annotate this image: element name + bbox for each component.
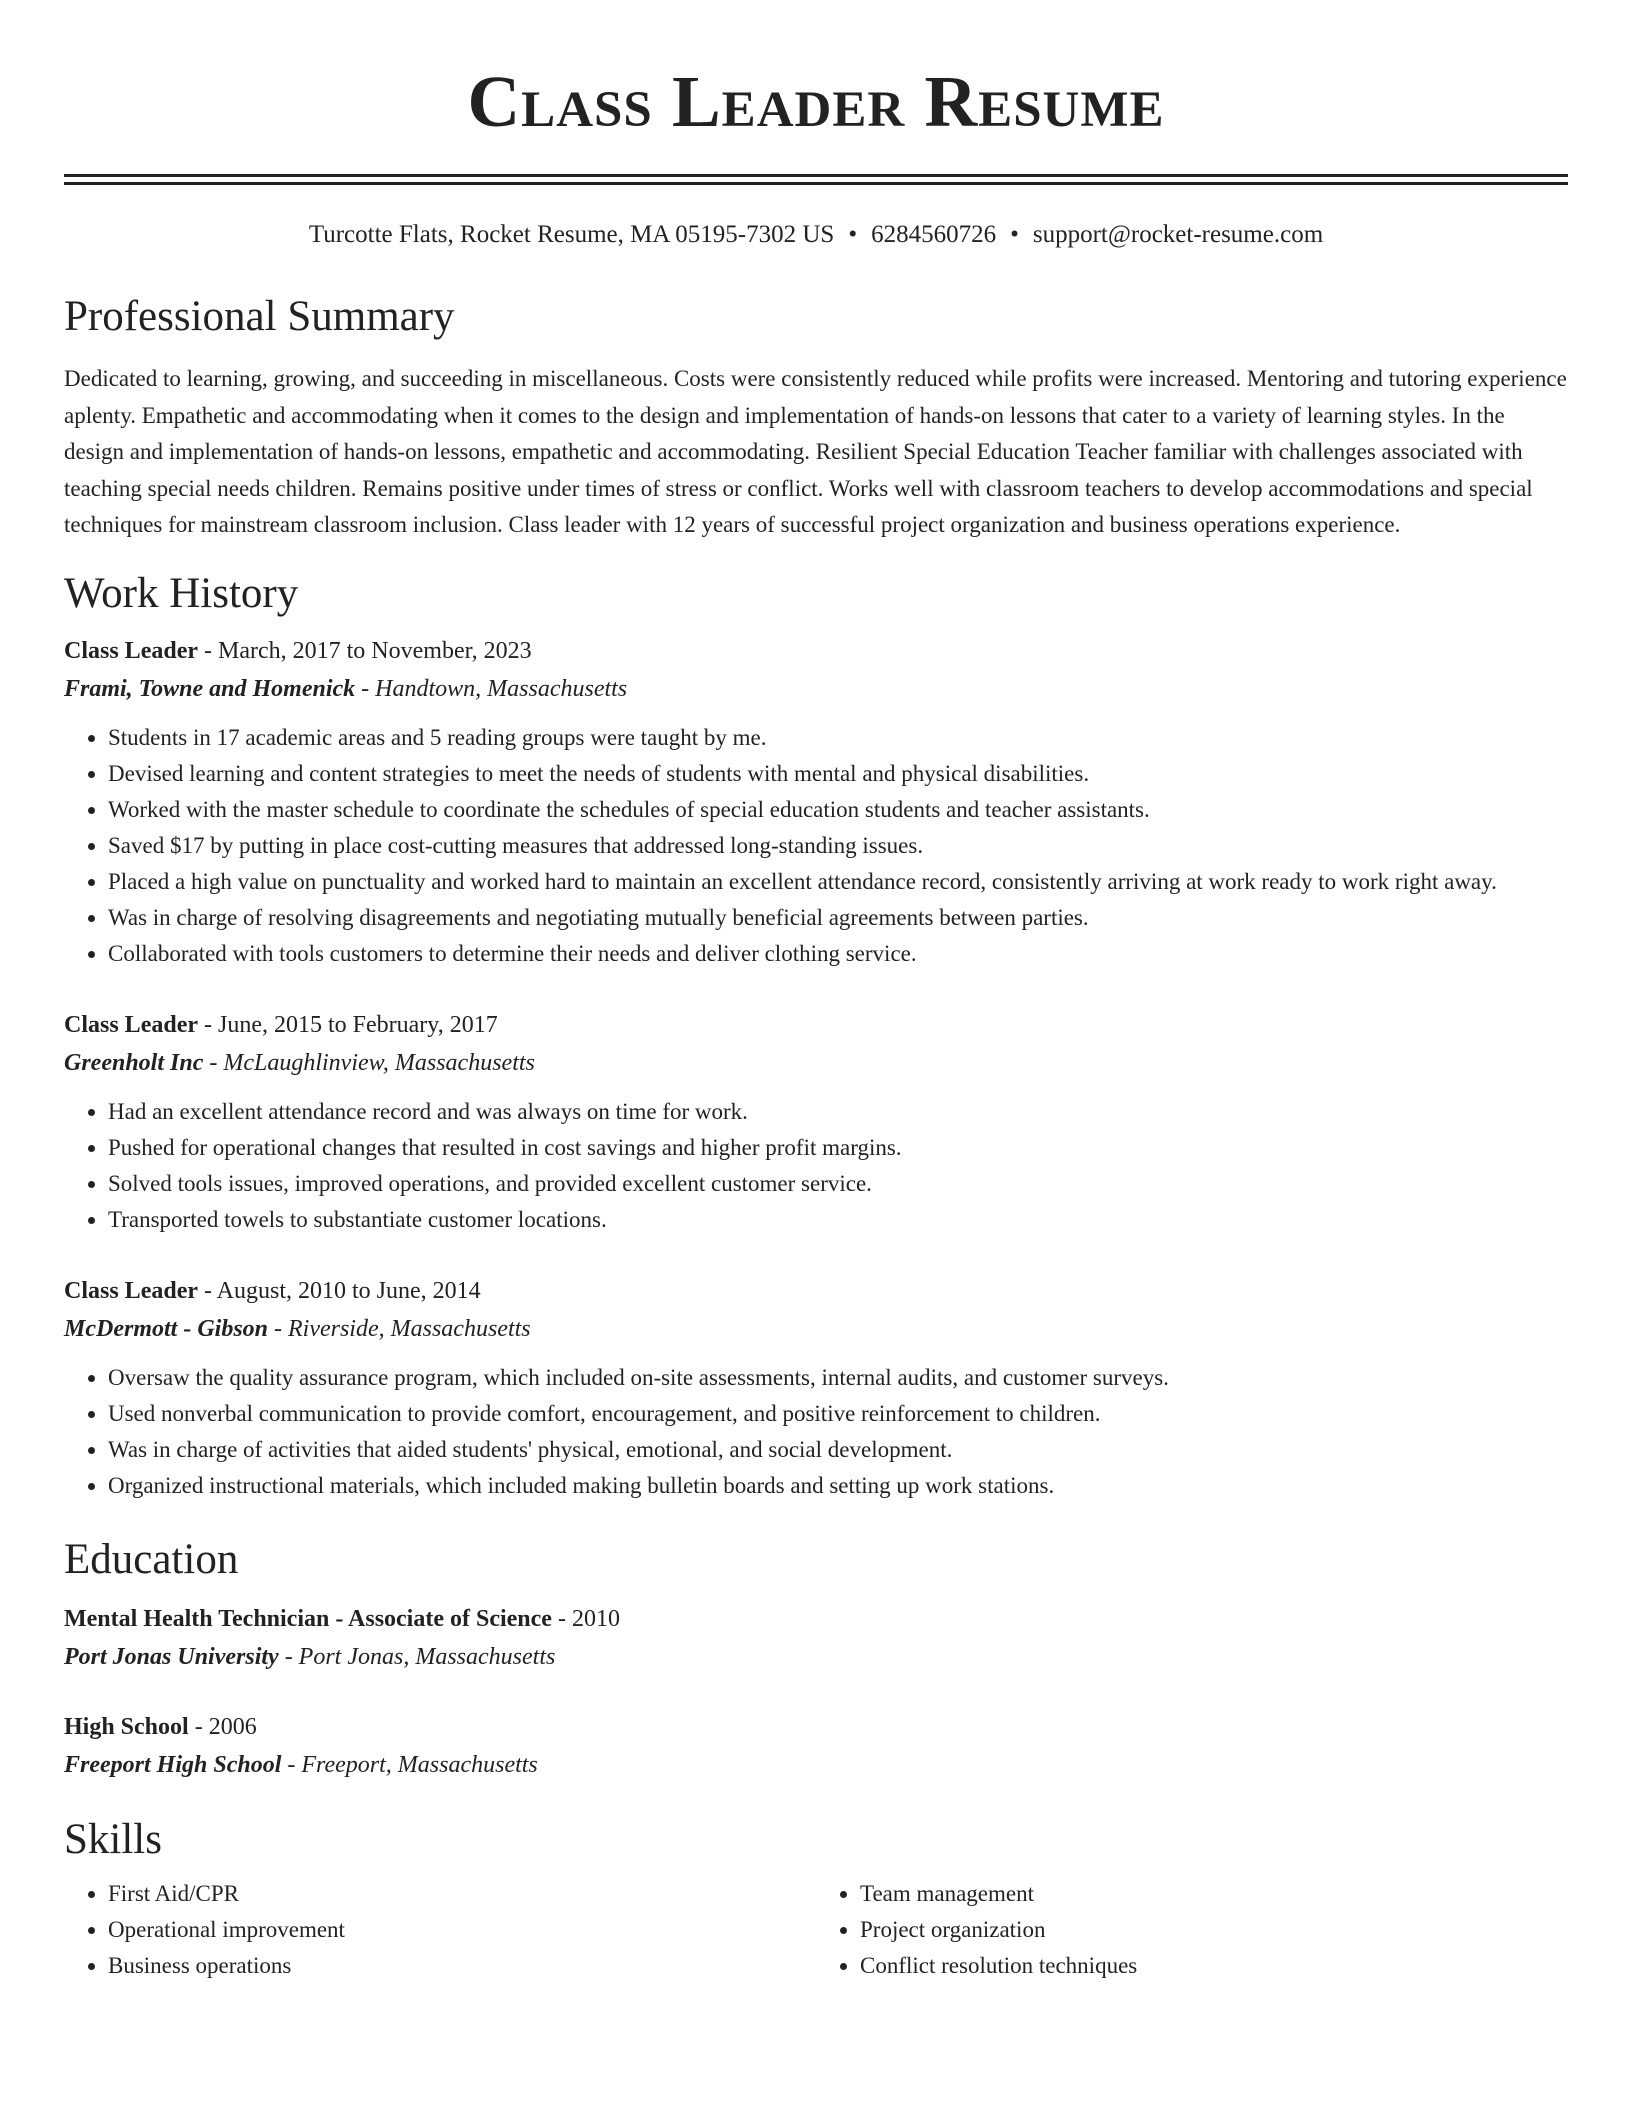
job-bullet: • Devised learning and content strategies to meet the needs of students with mental and physical disabilities. <box>108 756 1568 792</box>
education-entry <box>64 1708 1568 1784</box>
skill-item: • First Aid/CPR <box>108 1876 816 1912</box>
job-bullets <box>64 720 1568 972</box>
job-dates: - August, 2010 to June, 2014 <box>198 1277 481 1304</box>
job-header <box>64 632 1568 670</box>
job-location: - Riverside, Massachusetts <box>268 1315 531 1342</box>
skill-item: • Business operations <box>108 1948 816 1984</box>
job-location: - McLaughlinview, Massachusetts <box>203 1049 535 1076</box>
skills-columns <box>64 1876 1568 1984</box>
education-school-line <box>64 1746 1568 1784</box>
job-bullet: • Organized instructional materials, which included making bulletin boards and setting up work stations. <box>108 1468 1568 1504</box>
summary-text: Dedicated to learning, growing, and succeeding in miscellaneous. Costs were consistently reduced while profits were increased. Mentoring and tutoring experience aplenty. Empathetic and accommodating when it comes to the design and implementation of hands-on lessons that cater to a variety of learning styles. In the design and implementation of hands-on lessons, empathetic and accommodating. Resilient Special Education Teacher familiar with challenges associated with teaching special needs children. Remains positive under times of stress or conflict. Works well with classroom teachers to develop accommodations and special techniques for mainstream classroom inclusion. Class leader with 12 years of successful project organization and business operations experience. <box>64 366 1567 537</box>
job-bullets <box>64 1360 1568 1504</box>
job-company: Greenholt Inc <box>64 1049 204 1076</box>
job-bullet: • Oversaw the quality assurance program, which included on-site assessments, internal audits, and customer surveys. <box>108 1360 1568 1396</box>
job-role: Class Leader <box>64 1011 198 1038</box>
job-bullet: • Collaborated with tools customers to determine their needs and deliver clothing service. <box>108 936 1568 972</box>
job-company-line <box>64 670 1568 708</box>
education-header <box>64 1600 1568 1638</box>
skill-item: • Project organization <box>860 1912 1568 1948</box>
job-role: Class Leader <box>64 637 198 664</box>
contact-email: support@rocket-resume.com <box>1032 221 1324 248</box>
education-degree: Mental Health Technician - Associate of Science <box>64 1605 552 1632</box>
education-location: - Port Jonas, Massachusetts <box>278 1643 556 1670</box>
job-role: Class Leader <box>64 1277 198 1304</box>
job-bullet: • Was in charge of activities that aided students' physical, emotional, and social development. <box>108 1432 1568 1468</box>
skills-right-list <box>816 1876 1568 1984</box>
skill-item: • Operational improvement <box>108 1912 816 1948</box>
job-company: Frami, Towne and Homenick <box>64 675 356 702</box>
skills-left-list <box>64 1876 816 1984</box>
education-year: - 2010 <box>551 1605 620 1632</box>
job-bullet: • Pushed for operational changes that resulted in cost savings and higher profit margins. <box>108 1130 1568 1166</box>
education-school: Freeport High School <box>64 1751 282 1778</box>
job-entry <box>64 1006 1568 1238</box>
job-header <box>64 1006 1568 1044</box>
summary-heading: Professional Summary <box>64 293 455 340</box>
job-company: McDermott - Gibson <box>64 1315 268 1342</box>
job-entry <box>64 1272 1568 1504</box>
job-entry <box>64 632 1568 972</box>
job-company-line <box>64 1044 1568 1082</box>
job-bullet: • Used nonverbal communication to provide comfort, encouragement, and positive reinforcement to children. <box>108 1396 1568 1432</box>
job-bullet: • Saved $17 by putting in place cost-cutting measures that addressed long-standing issues. <box>108 828 1568 864</box>
job-bullets <box>64 1094 1568 1238</box>
education-header <box>64 1708 1568 1746</box>
skill-item: • Conflict resolution techniques <box>860 1948 1568 1984</box>
education-heading: Education <box>64 1535 239 1583</box>
job-bullet: • Solved tools issues, improved operations, and provided excellent customer service. <box>108 1166 1568 1202</box>
job-bullet: • Placed a high value on punctuality and worked hard to maintain an excellent attendance record, consistently arriving at work ready to work right away. <box>108 864 1568 900</box>
contact-line <box>64 219 1568 251</box>
education-school: Port Jonas University <box>64 1643 279 1670</box>
skill-item: • Team management <box>860 1876 1568 1912</box>
education-degree: High School <box>64 1713 189 1740</box>
job-bullet: • Worked with the master schedule to coordinate the schedules of special education students and teacher assistants. <box>108 792 1568 828</box>
education-school-line <box>64 1638 1568 1676</box>
education-location: - Freeport, Massachusetts <box>281 1751 538 1778</box>
work-history-heading: Work History <box>64 569 299 617</box>
job-location: - Handtown, Massachusetts <box>355 675 628 702</box>
job-bullet: • Was in charge of resolving disagreements and negotiating mutually beneficial agreements between parties. <box>108 900 1568 936</box>
job-bullet: • Students in 17 academic areas and 5 reading groups were taught by me. <box>108 720 1568 756</box>
job-dates: - March, 2017 to November, 2023 <box>198 637 532 664</box>
title-rule-top <box>64 174 1568 177</box>
job-bullet: • Had an excellent attendance record and was always on time for work. <box>108 1094 1568 1130</box>
contact-separator: • <box>1010 221 1019 248</box>
job-company-line <box>64 1310 1568 1348</box>
job-bullet: • Transported towels to substantiate customer locations. <box>108 1202 1568 1238</box>
contact-address: Turcotte Flats, Rocket Resume, MA 05195-7302 US <box>308 221 835 248</box>
skills-heading: Skills <box>64 1815 162 1863</box>
job-header <box>64 1272 1568 1310</box>
resume-title: Class Leader Resume <box>467 61 1165 142</box>
education-year: - 2006 <box>188 1713 257 1740</box>
education-entry <box>64 1600 1568 1676</box>
title-rule-bottom <box>64 182 1568 185</box>
contact-separator: • <box>848 221 858 248</box>
job-dates: - June, 2015 to February, 2017 <box>198 1011 498 1038</box>
contact-phone: 6284560726 <box>871 221 997 248</box>
